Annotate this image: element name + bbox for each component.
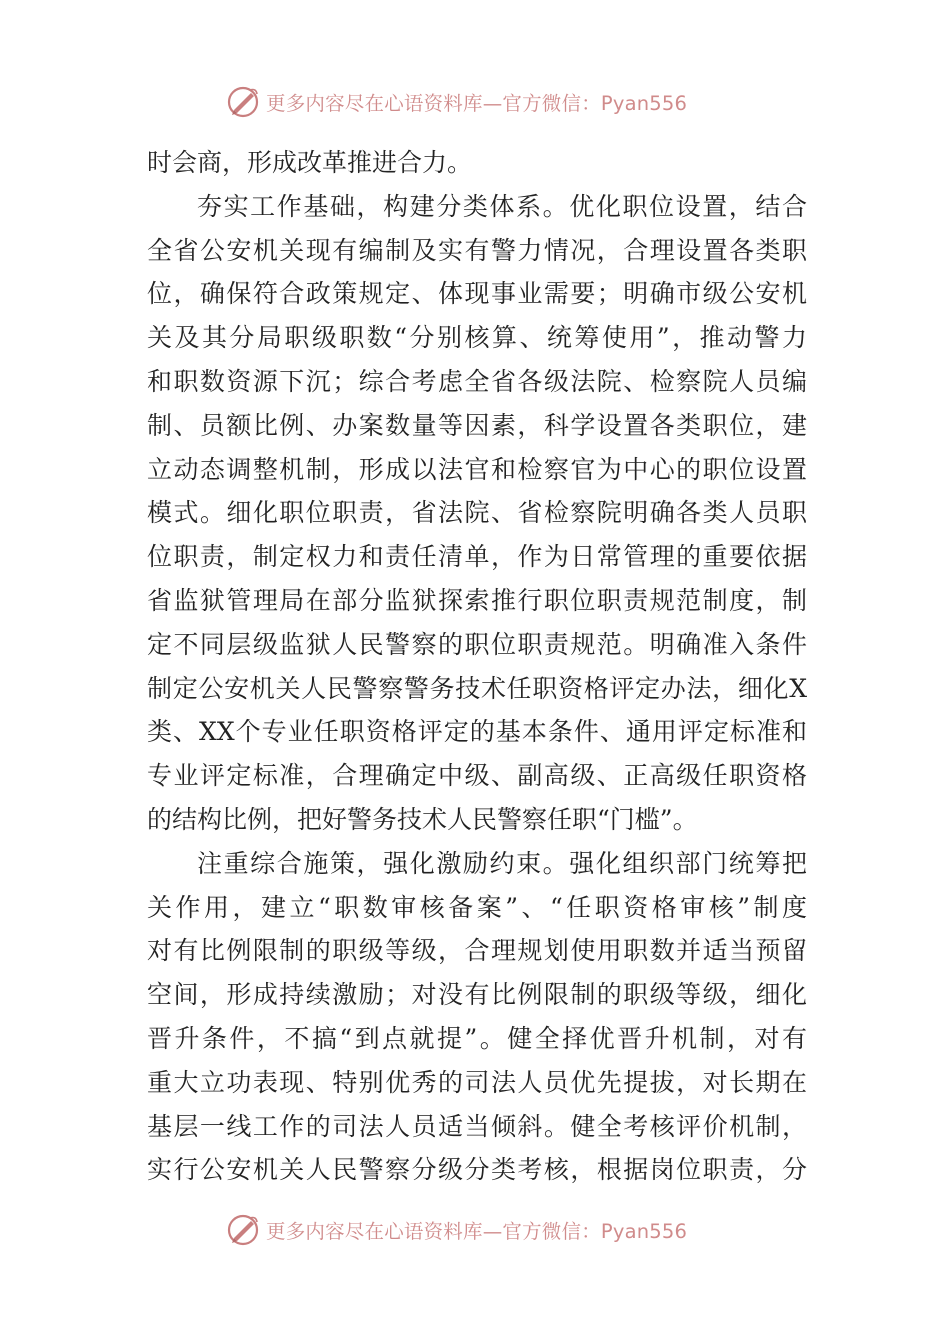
body-line: 的结构比例，把好警务技术人民警察任职“门槛”。 bbox=[147, 804, 698, 834]
body-line: 类、XX个专业任职资格评定的基本条件、通用评定标准和 bbox=[147, 717, 807, 747]
body-line: 晋升条件，不搞“到点就提”。健全择优晋升机制，对有 bbox=[147, 1023, 807, 1053]
body-line: 制、员额比例、办案数量等因素，科学设置各类职位，建 bbox=[147, 410, 807, 440]
body-line: 实行公安机关人民警察分级分类考核，根据岗位职责，分 bbox=[147, 1155, 807, 1185]
body-line: 空间，形成持续激励；对没有比例限制的职级等级，细化 bbox=[147, 980, 807, 1010]
body-line: 位，确保符合政策规定、体现事业需要；明确市级公安机 bbox=[147, 279, 807, 309]
body-line: 重大立功表现、特别优秀的司法人员优先提拔，对长期在 bbox=[147, 1067, 807, 1097]
watermark-text: 更多内容尽在心语资料库—官方微信：Pyan556 bbox=[266, 1220, 688, 1243]
body-line: 省监狱管理局在部分监狱探索推行职位职责规范制度，制 bbox=[147, 585, 807, 615]
watermark-text: 更多内容尽在心语资料库—官方微信：Pyan556 bbox=[266, 92, 688, 115]
body-line: 和职数资源下沉；综合考虑全省各级法院、检察院人员编 bbox=[147, 366, 807, 396]
body-line: 模式。细化职位职责，省法院、省检察院明确各类人员职 bbox=[147, 498, 807, 528]
body-line: 基层一线工作的司法人员适当倾斜。健全考核评价机制， bbox=[147, 1111, 807, 1141]
footer-watermark bbox=[226, 1210, 746, 1250]
body-line: 关及其分局职级职数“分别核算、统筹使用”，推动警力 bbox=[147, 323, 807, 353]
document-body bbox=[147, 141, 807, 1192]
pen-circle-logo-icon bbox=[226, 1212, 262, 1248]
body-line: 制定公安机关人民警察警务技术任职资格评定办法，细化X bbox=[147, 673, 807, 703]
body-line: 关作用，建立“职数审核备案”、“任职资格审核”制度 bbox=[147, 892, 807, 922]
body-line: 注重综合施策，强化激励约束。强化组织部门统筹把 bbox=[197, 848, 807, 878]
pen-circle-logo-icon bbox=[226, 84, 262, 120]
body-line: 位职责，制定权力和责任清单，作为日常管理的重要依据 bbox=[147, 542, 807, 572]
body-line: 全省公安机关现有编制及实有警力情况，合理设置各类职 bbox=[147, 235, 807, 265]
body-line: 专业评定标准，合理确定中级、副高级、正高级任职资格 bbox=[147, 761, 807, 791]
body-line: 对有比例限制的职级等级，合理规划使用职数并适当预留 bbox=[147, 936, 807, 966]
body-line: 夯实工作基础，构建分类体系。优化职位设置，结合 bbox=[197, 191, 807, 221]
body-line: 时会商，形成改革推进合力。 bbox=[147, 148, 473, 177]
body-line: 立动态调整机制，形成以法官和检察官为中心的职位设置 bbox=[147, 454, 807, 484]
header-watermark bbox=[226, 82, 746, 122]
body-line: 定不同层级监狱人民警察的职位职责规范。明确准入条件 bbox=[147, 629, 807, 659]
